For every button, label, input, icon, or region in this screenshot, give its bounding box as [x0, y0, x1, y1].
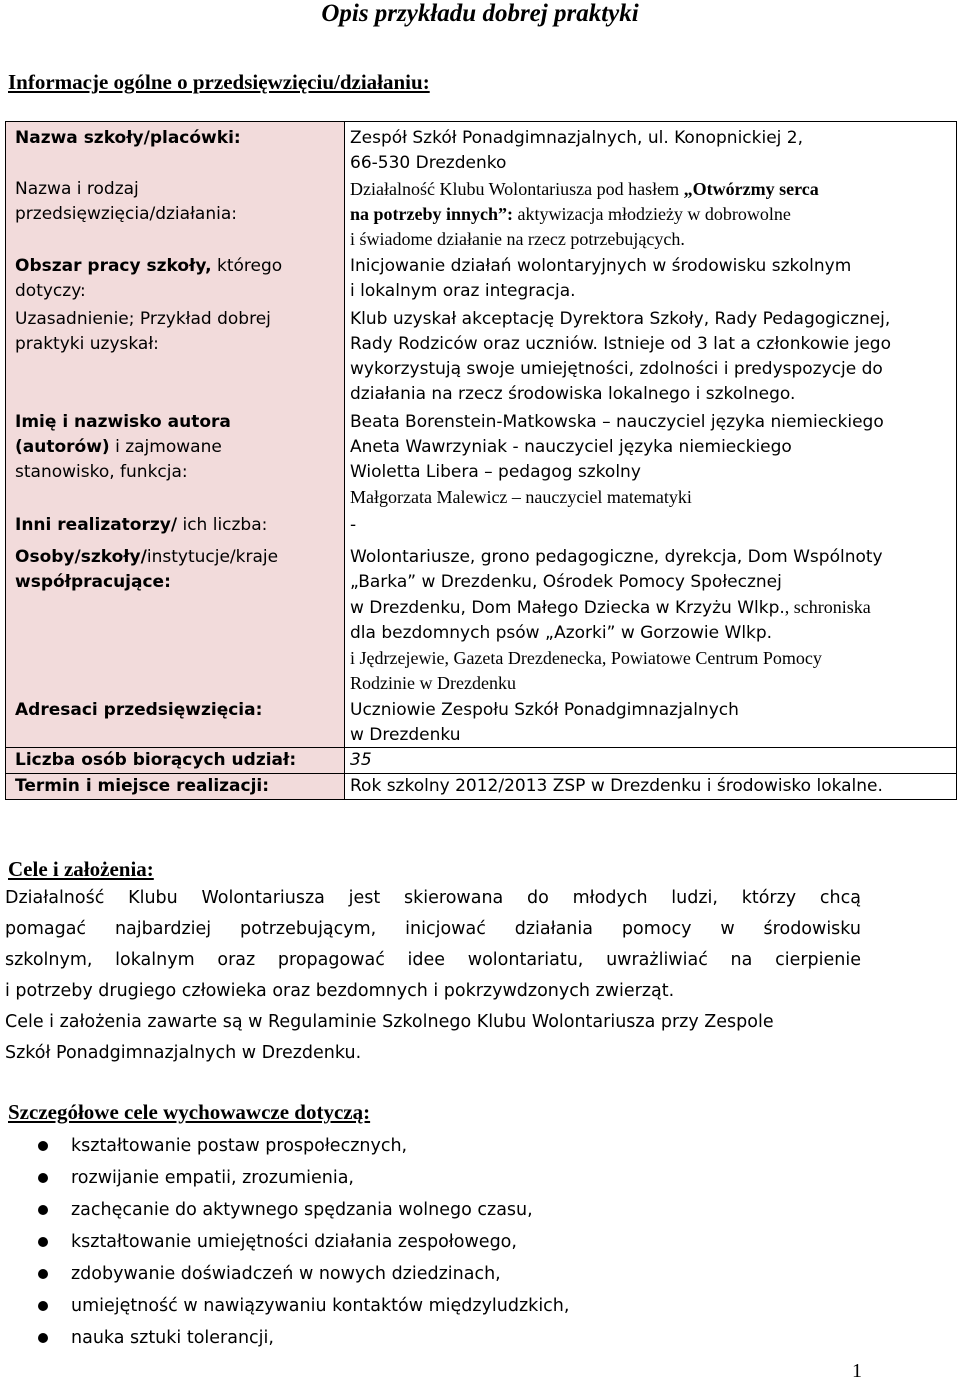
cooperating-label: Osoby/szkoły/instytucje/kraje współpracujące: — [15, 547, 279, 592]
bullet-icon — [38, 1301, 48, 1311]
page-number: 1 — [852, 1360, 862, 1382]
list-item: rozwijanie empatii, zrozumienia, — [0, 1162, 569, 1194]
authors-value: Beata Borenstein-Matkowska – nauczyciel języka niemieckiego Aneta Wawrzyniak - nauczyciel języka niemieckiego Wioletta Libera – pedagog szkolny Małgorzata Malewicz – nauczyciel matematyki — [350, 412, 884, 507]
paragraph-line: pomagać najbardziej potrzebującym, inicjować działania pomocy w środowisku — [5, 919, 861, 939]
info-table — [5, 121, 957, 800]
justification-label: Uzasadnienie; Przykład dobrej praktyki uzyskał: — [15, 309, 271, 354]
other-implementers-label: Inni realizatorzy/ ich liczba: — [15, 515, 268, 535]
other-implementers-value: - — [350, 515, 357, 535]
paragraph-line: Działalność Klubu Wolontariusza jest skierowana do młodych ludzi, którzy chcą — [5, 888, 861, 908]
paragraph-line: szkolnym, lokalnym oraz propagować idee wolontariatu, uwrażliwiać na cierpienie — [5, 950, 861, 970]
recipients-label: Adresaci przedsięwzięcia: — [15, 700, 263, 720]
list-item: nauka sztuki tolerancji, — [0, 1322, 569, 1354]
page-title: Opis przykładu dobrej praktyki — [321, 0, 639, 27]
justification-value: Klub uzyskał akceptację Dyrektora Szkoły, Rady Pedagogicznej, Rady Rodziców oraz uczniów. Istnieje od 3 lat a członkowie jego wykorzystują swoje umiejętności, zdolności i predyspozycje do działania na rzecz środowiska lokalnego i szkolnego. — [350, 309, 891, 404]
list-item: zdobywanie doświadczeń w nowych dziedzinach, — [0, 1258, 569, 1290]
bullet-icon — [38, 1333, 48, 1343]
bullet-icon — [38, 1205, 48, 1215]
term-value: Rok szkolny 2012/2013 ZSP w Drezdenku i środowisko lokalne. — [350, 776, 883, 796]
bullet-icon — [38, 1269, 48, 1279]
column-divider — [344, 121, 345, 800]
detail-goals-list — [0, 1130, 569, 1354]
bullet-icon — [38, 1141, 48, 1151]
work-area-label: Obszar pracy szkoły, którego dotyczy: — [15, 256, 283, 301]
paragraph-line: Cele i założenia zawarte są w Regulaminie Szkolnego Klubu Wolontariusza przy Zespole — [5, 1012, 774, 1032]
paragraph-line: i potrzeby drugiego człowieka oraz bezdomnych i pokrzywdzonych zwierząt. — [5, 981, 675, 1001]
list-item: kształtowanie umiejętności działania zespołowego, — [0, 1226, 569, 1258]
project-name-label: Nazwa i rodzaj przedsięwzięcia/działania: — [15, 179, 237, 224]
general-info-heading: Informacje ogólne o przedsięwzięciu/działaniu: — [8, 70, 430, 94]
detail-goals-heading: Szczegółowe cele wychowawcze dotyczą: — [8, 1100, 371, 1124]
paragraph-line: Szkół Ponadgimnazjalnych w Drezdenku. — [5, 1043, 362, 1063]
bullet-icon — [38, 1173, 48, 1183]
participants-label: Liczba osób biorących udział: — [15, 750, 297, 770]
term-label: Termin i miejsce realizacji: — [15, 776, 270, 796]
school-label: Nazwa szkoły/placówki: — [15, 128, 241, 148]
list-item: umiejętność w nawiązywaniu kontaktów międzyludzkich, — [0, 1290, 569, 1322]
participants-value: 35 — [350, 750, 372, 770]
project-name-value: Działalność Klubu Wolontariusza pod hasłem „Otwórzmy serca na potrzeby innych”: aktywizacja młodzieży w dobrowolne i świadome działanie na rzecz potrzebujących. — [350, 179, 819, 249]
cooperating-value: Wolontariusze, grono pedagogiczne, dyrekcja, Dom Wspólnoty „Barka” w Drezdenku, Ośrodek Pomocy Społecznej w Drezdenku, Dom Małego Dziecka w Krzyżu Wlkp., schroniska dla bezdomnych psów „Azorki” w Gorzowie Wlkp. i Jędrzejewie, Gazeta Drezdenecka, Powiatowe Centrum Pomocy Rodzinie w Drezdenku — [350, 547, 883, 693]
recipients-value: Uczniowie Zespołu Szkół Ponadgimnazjalnych w Drezdenku — [350, 700, 739, 745]
list-item: kształtowanie postaw prospołecznych, — [0, 1130, 569, 1162]
work-area-value: Inicjowanie działań wolontaryjnych w środowisku szkolnym i lokalnym oraz integracja. — [350, 256, 852, 301]
goals-paragraph — [5, 883, 861, 1069]
list-item: zachęcanie do aktywnego spędzania wolnego czasu, — [0, 1194, 569, 1226]
bullet-icon — [38, 1237, 48, 1247]
authors-label: Imię i nazwisko autora (autorów) i zajmowane stanowisko, funkcja: — [15, 412, 231, 482]
goals-heading: Cele i założenia: — [8, 857, 154, 881]
school-value: Zespół Szkół Ponadgimnazjalnych, ul. Konopnickiej 2, 66-530 Drezdenko — [350, 128, 804, 173]
